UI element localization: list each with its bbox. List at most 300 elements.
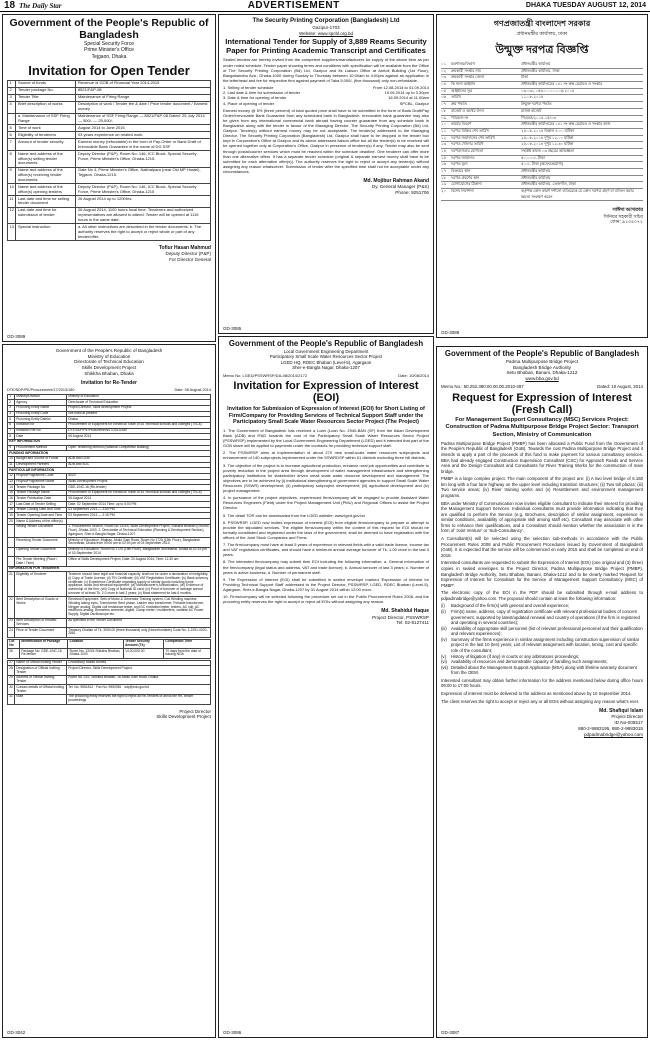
row-value: 03 September 2014 — 2:15 PM [67, 513, 211, 519]
notice-paragraph: 2. The PSSWRSP aims at implementation of about 270 new small-scale water resources subprojects and enhancement of 140 subprojects implemented under the SSWRDSP within 61 districts excluding three hill districts. [223, 450, 429, 461]
lot-header: Lot No [8, 639, 20, 649]
notice-addr-1: Bangladesh Bridge Authority [513, 364, 571, 370]
table-row [8, 666, 211, 676]
row-number: 20 [9, 518, 13, 523]
notice-paragraph: Earnest money @ 5% (three percent) of total quoted price shall have to be submitted in the form of Bank Draft/Pay Order/Irrevocable Bank Guarantee from any scheduled bank in Bangladesh. Irrevocable bank guarantee may also be given from any international commercial bank abroad having counter guarantee from any schedule bank in Bangladesh along with the tender in favour of the Managing Director, The Security Printing Corporation (Bd) Ltd, Gazipur. Tender(s) without earnest money may be not acceptable. The tender(s) addressed to the Managing Director, The Security Printing Corporation (Bangladesh) Ltd, Gazipur shall have to be dropped in the tender box kept in Corporation's Office at Gazipur and its above addressed liaison office but all the tender(s) to be received will be opened together only at Corporation's Office, Gazipur in presence of tenderer(s) if any. Tender may also be sent through postal/courier services which must be reached within the schedule deadline. One tenderer can offer more than one alternative offers. It has a separate tender schedule (original & separate earnest money shall have to be submitted for each alternative offer(s)). The authority reserves the right to reject or accept any tender(s) without assigning any reason whatsoever. Submission of tender after the specified time shall not be acceptable under any circumstances. [223, 107, 429, 175]
notice-paragraph: 9. The Expression of Interest (EOI) shall be submitted in sealed envelope marked 'Expression of Interest for Providing Technical Support Staff' addressed to the Project Director, PSSWRSP, LGED, RDEC Bhaban (Level-5), Agargaon, Sher-e-Bangla Nagar, Dhaka-1207 by 31 August 2014 within 12:00 noon. [223, 576, 429, 592]
section-header: KEY INFORMATION [8, 439, 211, 445]
list-marker: (ii) [441, 608, 446, 614]
signature-block [7, 709, 211, 720]
row-label: Name of Official Inviting Tender [15, 660, 67, 666]
row-value: প্রধানমন্ত্রীর কার্যালয় [521, 62, 551, 66]
memo-number: Memo No.: 50.252.380.00.00.00.2010-497 [441, 383, 524, 389]
signatory-name: Md. Shafiqul Islam [599, 708, 643, 715]
row-label: দরপত্র জামানত [451, 155, 475, 160]
signatory-title: Dy. General Manager (P&S) [371, 184, 429, 190]
row-number: 2 [8, 87, 16, 94]
row-number: 31 [8, 694, 15, 704]
section-header: PARTICULAR INFORMATION [8, 468, 211, 474]
lot-header: Location [68, 639, 124, 649]
notice-paragraph: 1. The Government of Bangladesh has received a Loan (Loan No. 2940-BAN (SF) from the Asian Development Bank (ADB) and IFAD towards the cost of the Participatory Small Scale Water Resources Sector Project (PSSWRSP) implemented by the Local Government Engineering Department (LGED) and it intended that part of the GOB share will be applied to payments under the contracts for providing technical support staff. [223, 427, 429, 449]
table-row [8, 132, 211, 139]
row-label: প্যাকেজ নং [451, 115, 469, 120]
notice-gov-0: Government of the People's Republic of Bangladesh [55, 348, 163, 353]
row-number: 28 [8, 666, 15, 676]
list-text: Background of the firm(s) with general and overall experience; [451, 603, 570, 609]
gd-code: GD-3085 [223, 326, 242, 331]
table-row [8, 694, 211, 704]
row-label: দরপত্র গ্রহণের স্থান [451, 175, 480, 180]
reference-number: DTE/SDP/PE/Procurement/17/2013/180 [7, 387, 75, 392]
section-header: FUNDING INFORMATION [8, 451, 211, 457]
row-value: Ministry of Education, Bhaban, Abdul Gani Road, Room No 1725 (15th Floor), Bangladesh Secretariat, Dhaka from 09:00 am to 02:00 pm of 03 September 2014 [67, 538, 211, 548]
list-marker: (vi) [441, 659, 447, 665]
row-label: Source of funds [16, 80, 76, 87]
schedule-list [223, 85, 429, 106]
notice-gov-2: Directorate of Technical Education [74, 359, 144, 365]
row-number: 2 [8, 400, 15, 406]
row-number: 30 [8, 685, 15, 695]
table-row [441, 82, 643, 89]
lged-eoi-notice [218, 336, 434, 1038]
row-number: 29 [8, 675, 15, 685]
schedule-value: SPCBL, Gazipur [399, 100, 429, 106]
row-label: Procurement Method [15, 445, 67, 451]
table-row [441, 89, 643, 96]
row-value: Maintenance of SSF Firing Range — 8521/F&P-08 Dated: 25 July 2014 — 500/- — 25,000/- [76, 113, 211, 125]
row-label: দরপত্র মূল্য [451, 162, 468, 167]
notice-paragraph: 8. The interested firm/company may submit their EOI including the following information: a. General information of the firm/company (legal status and address, VAT and trade licence); b. Annual turnover of last 3 years; c. Number of years in active business; d. Number of permanent staff. [223, 559, 429, 575]
row-value: সংশ্লিষ্ট কাজে ০৩ বছরের অভিজ্ঞতা [521, 148, 574, 153]
row-label: Selling Tender Document [15, 524, 67, 537]
list-item [441, 609, 643, 626]
table-row [441, 189, 643, 201]
row-value: Treasury Challan of Tk. 3000.00 (three thousand) only (Nonrefundable) Code No. 1-2251-0020-2681 [67, 628, 211, 638]
signature-block [441, 207, 643, 225]
row-label: Procuring Entity Code [15, 411, 67, 417]
row-label: ক্রয় পদ্ধতি [451, 102, 467, 107]
padma-eoi-notice [436, 346, 648, 1038]
row-value: a. All other instructions are described in the tender documents. b. The authority reserves the right to accept or reject whole or part of any tender/offer. [76, 224, 211, 241]
table-row [441, 102, 643, 109]
signatory-title: Deputy Director (P&P) [165, 251, 211, 257]
row-number: ১৩ [441, 142, 446, 147]
lot-row [8, 649, 211, 659]
signatory-id: ID No-005517 [614, 720, 643, 726]
notice-paragraph: 6. PSSWRSP, LGED now invites expression of interest (EOI) from eligible firms/company to prepare or attempt to provide the stipulated services. The eligible firms/company within the context of this request for EOI should be formally constituted and registered under the laws of the government, shall be deemed to have registration with the offices of the Joint Stock Companies and Firms. [223, 519, 429, 540]
row-value: ঢাকা [521, 75, 529, 80]
row-number: ১৭ [441, 169, 446, 173]
table-row [8, 167, 211, 184]
row-value: কর্তৃপক্ষ কোন কারণ দর্শানো ব্যতিরেকে যে কোন দরপত্র গ্রহণ বা বাতিল করার ক্ষমতা সংরক্ষণ করেন [521, 189, 634, 199]
signatory-email[interactable]: pdpadmabridge@yahoo.com [583, 731, 643, 737]
row-label: Time of work [16, 125, 76, 132]
row-number: 8 [8, 434, 15, 440]
table-row [8, 184, 211, 196]
notice-sub: প্রধানমন্ত্রীর কার্যালয়, ঢাকা [516, 31, 568, 37]
row-number: ০৯ [441, 115, 446, 120]
row-number: 22 [8, 597, 15, 618]
memo-number: Memo No. LGED/PSSWRSP/DA-08/2014/2172 [223, 372, 308, 378]
row-value: Ministry of Education [67, 394, 211, 400]
row-number [8, 524, 15, 537]
list-marker: (vii) [441, 664, 448, 670]
table-row [8, 524, 211, 537]
row-number: 1 [8, 80, 16, 87]
tender-table [441, 62, 643, 201]
list-text: Availability of resources and demonstrable capacity of handling such assignments; [451, 659, 608, 665]
notice-org: Government of the People's Republic of Bangladesh [9, 17, 209, 41]
tender-table [7, 394, 211, 638]
notice-title: Invitation for Open Tender [28, 62, 190, 78]
signatory-title: Project Director, PSSWRSP [372, 614, 429, 620]
row-number: 5 [8, 417, 15, 423]
row-value: Not used at present [67, 411, 211, 417]
row-value: Maintenance of Firing Range [76, 94, 211, 101]
notice-body [441, 441, 643, 602]
lot-cell: Room No: 13/3/4 Shikkha Bhaban, Dhaka-1000 [68, 649, 124, 659]
row-value: 06 August 2014 [67, 496, 211, 502]
row-number: ১৫ [441, 155, 446, 160]
row-label: Project/Programme Name [15, 479, 67, 485]
notice-subtitle: For Management Support Consultancy (MSC) Services Project: Construction of Padma Multipurpose Bridge Project Sector: Transport Section, Ministry of Communication [445, 417, 639, 438]
reference-line [7, 388, 211, 392]
row-value: ADB and GOB [67, 456, 211, 462]
row-number: 24 [8, 628, 15, 638]
list-marker: (v) [441, 653, 447, 659]
row-value: ৫০,০০০/- টাকা [521, 155, 545, 160]
row-number: 9 [8, 445, 15, 451]
row-label: Eligibility of tenderers [16, 132, 76, 139]
newspaper-name: The Daily Star [19, 1, 62, 10]
lot-cell: 26 [8, 649, 20, 659]
row-number: ১০ [441, 122, 446, 127]
notice-body [223, 428, 429, 604]
row-label: Brief description of works [16, 101, 76, 113]
row-value: ০৩.০৩১.০৫৬.০০.০০.০০৬.২০১৪ [521, 88, 575, 93]
list-text: Summary of the firms experience in similar assignment including construction supervision of similar project in the last 10 (ten) years; List of relevant assignment with location, timing, cost and specific role of the consultant; [451, 636, 640, 654]
row-number: ১৮ [441, 175, 446, 180]
lot-cell: 70 days from the date of issuing NOA [164, 649, 211, 659]
table-row [8, 675, 211, 685]
row-value: 26 August 2014 up to 1200hrs. [76, 196, 211, 208]
row-value: Dhaka [67, 417, 211, 423]
row-number [8, 113, 16, 125]
row-value: Project Director, Skills development Project [67, 405, 211, 411]
row-number: ১৯ [441, 182, 446, 187]
signatory-title: Project Director [179, 708, 211, 714]
row-value: Date: 02 September 2014 Time: up to 5:00 PM [67, 502, 211, 508]
schedule-label: 4. Place of opening of tender [223, 100, 275, 106]
signature-block [7, 245, 211, 263]
gd-code: GD-3087 [441, 1030, 460, 1035]
schedule-label: 2. Last date & time for submission of tender [223, 90, 301, 96]
table-row [8, 94, 211, 101]
memo-date: Dated: 10 August, 2014 [597, 383, 643, 389]
list-item [441, 637, 643, 654]
row-value: 5020 [67, 473, 211, 479]
table-row [8, 547, 211, 557]
row-label: Development Partners [15, 462, 67, 468]
memo-date: Date: 10/08/2014 [398, 372, 429, 378]
row-value: Revenue of GOB of Financial Year 2014-2015 [76, 80, 211, 87]
table-row [8, 101, 211, 113]
page-number: 18 [4, 0, 16, 11]
notice-addr-2: LGED HQ, RDEC Bhaban (Level-5), Agargaon [280, 359, 372, 365]
row-label: a. Maintenance of SSF Firing Range [16, 113, 76, 125]
row-number: 19 [9, 512, 13, 517]
row-value: Earnest money (refundable) in the form of Pay-Order or Bank Draft of Irrevocable Bank Guarantee in the name of DG SSF [76, 139, 211, 151]
row-value: ২৫-০৮-২০১৪ দুপুর ১২.৩০ ঘটিকা [521, 142, 574, 147]
row-label: Opening Tender Document [15, 547, 67, 557]
lot-cell: Package No: GDE-1/NC-16 Re-tender [20, 649, 68, 659]
table-row [441, 162, 643, 169]
row-label: Tender Opening Date and Time [15, 513, 67, 519]
signatory-title: Project Director [611, 714, 643, 720]
row-number: 3 [8, 94, 16, 101]
schedule-value: From 12.08.2014 to 01.09.2014 [372, 84, 429, 90]
notice-org: গণপ্রজাতন্ত্রী বাংলাদেশ সরকার [493, 19, 591, 28]
table-row [441, 169, 643, 176]
row-value: Deputy Director (P&P), Room No: 146, ICC Block, Special Security Force, Prime Minister's Office, Dhaka-1215. [76, 151, 211, 168]
notice-closing [441, 678, 643, 704]
row-number: 1 [8, 394, 15, 400]
row-label: বিশেষ নির্দেশনা [451, 189, 474, 194]
table-row [8, 87, 211, 94]
row-label: Invitation Ref No [15, 428, 67, 434]
table-row [8, 80, 211, 87]
row-label: দরপত্র বিক্রির শেষ তারিখ [451, 128, 489, 133]
row-number: 5 [8, 125, 16, 132]
row-number: 7 [8, 428, 15, 434]
row-value: Tenderer should have legal and financial capacity, shall not be under a declaration of ineligibility; (i) Copy of Trade License; (ii) TIN Certificate; (iii) VAT Registration Certificate; (iv) Bank solvency certificate; (v) Experience Certificate regarding supply of similar goods including home appliance, audio and electrical equipment; (vi) Manufacturer's Authorization; (vii) Evidence of ownership of the firm; (viii) Copy of National ID card; (ix) Proof of turnover of average annual turnover of at least Tk. 2.0 crore in last 3 years; (x) Bank statement for last 6 months. [67, 572, 211, 597]
notice-paragraph: 7. The firm/company must have at least 5 years of experience in relevant fields with a valid trade licence, income tax and VAT registration certificates, and should have a minimum annual average turnover of Tk. 1.00 crore in the last 3 years. [223, 542, 429, 558]
notice-website[interactable]: Website: www.spcbl.org.bd [299, 30, 353, 36]
notice-paragraph: 4. In pursuance of the project objectives, experienced firms/company will be engaged to provide Assistant Water Resources Engineers (Field) under the Project Management Unit (PMU) and Regional Offices to assist the Project Director. [223, 495, 429, 511]
row-number: ০৪ [441, 82, 446, 87]
signatory-title: সিনিয়র সহকারী সচিব [603, 213, 643, 219]
notice-title: Request for Expression of Interest (Fresh Call) [452, 391, 632, 416]
row-number [8, 557, 15, 567]
row-label: ক্রয়কারী সংস্থার নাম [451, 68, 481, 73]
row-label: কার্যের বিবরণ [451, 122, 472, 127]
row-label: Brief Description of Goods or Works [15, 597, 67, 618]
row-number: 23 [8, 618, 15, 628]
row-label: Address of Official Inviting Tender [15, 675, 67, 685]
row-value: Room No 13/2, Shikkha Bhaban, 16 Abdul Gani Road, Dhaka [67, 675, 211, 685]
row-label: Note [15, 694, 67, 704]
notice-gov-3: Skills Development Project [81, 365, 137, 371]
row-number: 17 [9, 501, 13, 506]
notice-paragraph: Interested consultants are requested to submit the Expression of Interest (EOI) (one original and (3) three) copies in sealed envelopes to the Project Director, Padma Multipurpose Bridge Project (PMBP), Bangladesh Bridge Authority, Setu Bhaban, Banani, Dhaka-1212 and to be clearly marked 'Request for Expression of Interest for Consultant for the Service of Management Support Consultancy (MSC) of PMBP'. [441, 560, 643, 588]
signatory-org: Skills Development Project [156, 714, 211, 720]
signatory-name: Md. Shahidul Haque [381, 608, 429, 615]
row-number: ০৮ [441, 108, 446, 113]
table-row [441, 109, 643, 116]
notice-addr-0: Padma Multipurpose Bridge Project [505, 358, 579, 364]
lot-header-row [8, 639, 211, 649]
row-value: 03 September 2014 — 2:00 PM [67, 507, 211, 513]
row-label: Name and address of the office(s) selling tender documents [16, 151, 76, 168]
row-number: 6 [8, 422, 15, 428]
table-row [8, 618, 211, 628]
row-number: 7 [8, 139, 16, 151]
notice-subtitle: Invitation for Submission of Expression of Interest (EOI) for Short Listing of Firm/Company for Providing Services of Technical Support Staff under the Participatory Small Scale Water Resources Sector Project (The Project) [227, 406, 425, 426]
gd-code: GD-3086 [223, 1030, 242, 1035]
row-label: Price of Tender Document [15, 628, 67, 638]
signatory-name: Md. Mojibur Rahman Akand [363, 178, 429, 185]
row-number: 13 [9, 478, 13, 483]
notice-website[interactable]: www.bba.gov.bd [525, 376, 559, 382]
table-row [8, 224, 211, 241]
row-label: Name and address of the office(s) opening tenders [16, 184, 76, 196]
list-item [441, 665, 643, 676]
row-number: 11 [9, 461, 13, 466]
ssf-tender-notice [2, 14, 216, 342]
lot-cell: 14,00,000.00 [123, 649, 163, 659]
signatory-phone: ফোন: ৯১৩৪০৭২ [610, 219, 643, 225]
notice-paragraph: Padma Multipurpose Bridge Project (PMBP) has been allocated a Public Fund from the Government of the People's Republic of Bangladesh (GoB). Towards the cost Padma Multipurpose Bridge Project and it intends to apply a part of the proceeds of this fund to make payment for various consultancy services. BBA had already engaged Construction Supervision Consultant (CSC) for Approach Roads and Service Area and the Design Consultant and Consultants for River Training Works for the construction of main bridge. [441, 440, 643, 474]
notice-addr-0: Gazipur-1703 [312, 25, 340, 31]
notice-addr-0: Local Government Engineering Department [283, 348, 369, 354]
row-label: Procuring Entity Name [15, 405, 67, 411]
row-value: ২৪-০৮-২০১৪ বিকাল ৪.০০ ঘটিকা [521, 128, 574, 133]
section-header: INFORMATION FOR TENDERER [8, 566, 211, 572]
notice-paragraph: Interested consultant may obtain further information for the address mentioned below during office hours 09:00 to 17:00 hours. [441, 677, 643, 689]
row-label: Tender Title [16, 94, 76, 101]
table-row [8, 628, 211, 638]
notice-paragraph: 10. Firms/company will be selected following the procedure set out in the Public Procurement Rules 2008, and the procuring entity reserves the right to accept or reject all EOIs without assigning any reason. [223, 594, 429, 605]
list-marker: (i) [441, 603, 445, 609]
row-value: Tel. No: 9551812 · Fax No: 9550981 · sdp@edu.gov.bd [67, 685, 211, 695]
row-number [8, 547, 15, 557]
row-value: প্রধানমন্ত্রীর কার্যালয়, ঢাকা [521, 68, 560, 73]
row-value: DTE/SDP/PE/Procurement/17/2013/180 [67, 428, 211, 434]
row-number: ০২ [441, 68, 446, 73]
row-value: প্রধানমন্ত্রীর কার্যালয় [521, 175, 551, 180]
row-number: 4 [8, 411, 15, 417]
row-label: Agency [15, 400, 67, 406]
row-value: Ministry of Education, Room No 1725 (15th Floor), Bangladesh Secretariat, Dhaka At 02:15 pm of 03 September 2014 [67, 547, 211, 557]
gd-code: GD-3089 [7, 334, 26, 339]
row-number: 18 [9, 507, 13, 512]
row-number: ০১ [441, 62, 446, 66]
row-value: Electrical Equipment: Sets of Motor & Generator Training system, Coil Winding machine, Winding taking eyes, Transformer Bent phase, Ladder axis transformer, Portable transformer, Megger analog, Digital volt resistance tester, and DC excitation/meter, testers, AC volt, AC electronic analog, Ammeters ammeter, digital, Clamp meter / multimeters, variable AC Power Supply, Digital Oscilloscope etc. [67, 597, 211, 618]
notice-gov-4: Shikkha Bhaban, Dhaka [84, 370, 134, 376]
row-label: Tender package No. [16, 87, 76, 94]
notice-paragraph: The client reserves the right to accept or reject any or all EOIs without assigning any reason what's ever. [441, 698, 640, 704]
memo-line [441, 384, 643, 389]
schedule-label: 3. Date & time for opening of tender [223, 95, 287, 101]
signatory-name: সাঈদা আখতার [612, 207, 643, 214]
table-row [8, 685, 211, 695]
row-label: Ministry/Division [15, 394, 67, 400]
signatory-name: Tofiur Hasan Mahmud [158, 244, 211, 251]
table-row [441, 129, 643, 136]
table-row [441, 122, 643, 129]
lot-header: Identification of Package [20, 639, 68, 649]
row-value: Description of work / Tender fee & date / Price tender document / Earnest money [76, 101, 211, 113]
signature-block [223, 178, 429, 196]
row-number: 10 [8, 184, 16, 196]
row-label: বিক্রয়ের স্থান [451, 169, 471, 173]
row-value: রাজস্ব বাজেট [521, 108, 542, 113]
row-number: 21 [8, 572, 15, 597]
schedule-value: 15.09.2014 up to 3.30pm [384, 90, 429, 96]
row-label: Contact details of Official Inviting Tender [15, 685, 67, 695]
row-label: কি জন্য আহ্বান [451, 82, 475, 87]
row-label: Project/Programme Code [15, 473, 67, 479]
row-number: 9 [8, 167, 16, 184]
row-value: প্রধানমন্ত্রীর কার্যালয়ের ১৪১ নং কক্ষ মেরামত ও সংস্কার কাজ [521, 122, 611, 127]
row-number: 8 [8, 151, 16, 168]
notice-paragraph: Expression of interest must be delivered to the address as mentioned above by 10 September 2014. [441, 691, 632, 697]
notice-paragraph: A Consultant(s) will be selected using the selection sub-methods in accordance with the Public Procurement Rules 2008 and Public Procurement Procedures issued by Government of Bangladesh (GoB). It is expected that the service will be commenced on early 2015 and shall be completed on end of 2018. [441, 536, 643, 558]
row-value: পিএমও/২০১৪-১৫/০৩ [521, 115, 556, 120]
row-number: 16 [9, 495, 13, 500]
row-label: দরপত্র জমাদানের শেষ তারিখ [451, 135, 495, 140]
reference-date: Date: 06 August 2014 [174, 387, 211, 392]
notice-title: International Tender for Supply of 3,889 Reams Security Paper for Printing Academic Transcript and Certificates [225, 36, 427, 55]
notice-gov-1: Ministry of Education [87, 353, 131, 359]
table-row [441, 149, 643, 156]
gd-code: GD-3042 [7, 1030, 26, 1035]
row-label: Pre-Tender Meeting (Place / Date / Time) [15, 557, 67, 567]
row-label: Brief Description of Related Services [15, 618, 67, 628]
row-value: Gate No 4, Prime Minister's Office, Nakhalpara (near Old MP Hostel), Tejgaon, Dhaka-1215. [76, 167, 211, 184]
notice-sub-2: Tejgaon, Dhaka [91, 53, 127, 60]
schedule-label: 1. Selling of tender schedule [223, 84, 274, 90]
memo-line [223, 373, 429, 378]
row-value: As specified in the Tender Document [67, 618, 211, 628]
row-value: 03 years experience on related work. [76, 132, 211, 139]
notice-paragraph: 3. The objective of the project is to increase agricultural production, enhance rural job opportunities and contribute to poverty reduction in the project area through development of water management infrastructure and strengthening participatory institutions for stakeholder driven small scale water resource development and management. The objectives are to be achieved by (i) institutional strengthening of government agencies to support Small Scale Water Resources (SSWR) development; (ii) participatory subproject development; (iii) agricultural development and (iv) project management. [223, 462, 429, 494]
row-value: Skills Development Project [67, 479, 211, 485]
notice-paragraph: BBA under Ministry of Communication now invites eligible consultant to indicate their interest for providing the Management Support Services. Individual consultants must provide information indicating that they are qualified to perform the Service (e.g. Brochures, description of similar assignment, experience in similar conditions, availability of appropriate skill among staff etc). Consultant may associate with other firms to enhance their qualifications, and a Consultant should mention whether the association is in the form of 'Joint Venture' or 'Sub-Consultancy'. [441, 500, 643, 534]
row-label: Invitation for [15, 422, 67, 428]
row-value: Office of Skills Development Project, Date: 20 August 2014, Time: 11:30 am [67, 557, 211, 567]
schedule-item [223, 101, 429, 106]
row-number: 15 [9, 490, 13, 495]
row-value: ২৫-০৮-২০১৪ দুপুর ১২.০০ ঘটিকা [521, 135, 574, 140]
table-row [8, 151, 211, 168]
row-number: 14 [9, 484, 13, 489]
table-row [8, 538, 211, 548]
row-value: The procuring entity reserves the right to reject all Re-Tenders or annul the Re-Tender proceedings [67, 694, 211, 704]
row-label: Last date and time for submission of tender [16, 207, 76, 224]
table-row [8, 125, 211, 132]
notice-paragraph: 5. The detail TOR can be downloaded from the LGED website: www.lged.gov.bd [223, 512, 365, 518]
row-label: দরপত্রদাতার যোগ্যতা [451, 148, 484, 153]
row-label: মন্ত্রণালয়/বিভাগ [451, 62, 475, 66]
row-label: Last Date of Tender Selling [15, 502, 67, 508]
row-label: তারিখ [451, 95, 461, 100]
row-label: Special instruction [16, 224, 76, 241]
signatory-org: For Director General [169, 256, 211, 262]
list-text: Availability of appropriate skill personnel (list of relevant professional personnel and their qualification and relevant experiences); [451, 625, 643, 637]
gd-code: GD-3088 [441, 330, 460, 335]
row-number: ০৬ [441, 95, 446, 100]
tender-table [7, 80, 211, 241]
row-label: Budget and Source of Funds [15, 456, 67, 462]
notice-title: উন্মুক্ত দরপত্র বিজ্ঞপ্তি [495, 44, 589, 56]
row-value: 26 August 2014, 1100 hours local time. Tenderers and authorized representatives are allowed to attend. Tender will be opened at 1115 hours in the same date. [76, 207, 211, 224]
sdp-retender-notice [2, 344, 216, 1038]
row-value: ADB and SDC [67, 462, 211, 468]
list-text: Firm(s) name, address, copy of registration certificate with relevant professional bodies of concern government, supported by latest/updated renewal and country of operations (if the firm is registered and operating in several countries); [451, 608, 640, 626]
row-label: বাজেট ও অর্থের উৎস [451, 108, 485, 113]
notice-org: Government of the People's Republic of Bangladesh [228, 339, 424, 348]
